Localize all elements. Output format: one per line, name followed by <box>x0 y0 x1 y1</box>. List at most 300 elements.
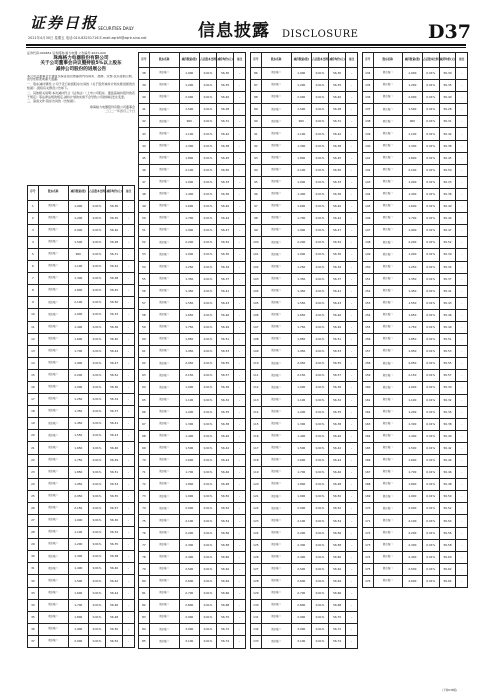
table-cell: 1,200 <box>402 80 422 92</box>
table-cell: 56.72 <box>217 624 234 636</box>
table-row <box>139 334 246 346</box>
table-cell: - <box>346 467 358 479</box>
table-row <box>28 587 135 599</box>
table-cell: 股东账户 <box>38 623 68 635</box>
table-cell: 115 <box>251 418 262 430</box>
table-cell: 股东账户 <box>261 551 291 563</box>
table-row <box>139 527 246 539</box>
table-cell: - <box>346 539 358 551</box>
table-cell: 56.51 <box>439 334 456 346</box>
table-cell: 168 <box>363 479 374 491</box>
table-cell: 1,800 <box>68 611 88 623</box>
table-cell: 0.01% <box>88 297 105 309</box>
table-row <box>363 297 468 309</box>
table-cell: - <box>123 515 135 527</box>
data-table <box>27 185 135 648</box>
table-cell: - <box>234 588 246 600</box>
table-cell: 股东账户 <box>38 575 68 587</box>
table-cell: 56.51 <box>217 334 234 346</box>
table-cell: 56.42 <box>439 442 456 454</box>
table-cell: - <box>234 612 246 624</box>
table-cell: 2,500 <box>179 563 199 575</box>
table-cell: 0.01% <box>88 406 105 418</box>
table-row <box>363 176 468 188</box>
table-cell: 56.58 <box>217 539 234 551</box>
table-cell: 股东账户 <box>373 539 402 551</box>
table-cell: 0.01% <box>422 188 439 200</box>
table-cell: 股东账户 <box>149 249 179 261</box>
table-cell: - <box>456 575 468 587</box>
table-row <box>28 527 135 539</box>
table-cell: - <box>346 527 358 539</box>
masthead-logo: 证券日报 <box>30 14 99 32</box>
table-cell: 0.01% <box>311 430 328 442</box>
table-cell: 56.58 <box>329 539 346 551</box>
table-cell: - <box>234 575 246 587</box>
table-cell: 56.47 <box>217 225 234 237</box>
table-cell: 73 <box>139 491 150 503</box>
table-cell: - <box>346 563 358 575</box>
table-cell: - <box>234 503 246 515</box>
table-cell: 股东账户 <box>373 418 402 430</box>
table-cell: 2,000 <box>179 92 199 104</box>
table-row <box>139 261 246 273</box>
table-cell: 14 <box>28 357 39 369</box>
table-cell: 0.01% <box>199 273 216 285</box>
table-cell: - <box>123 212 135 224</box>
table-cell: 56.43 <box>106 430 123 442</box>
table-cell: 176 <box>363 575 374 587</box>
table-cell: 56.33 <box>217 176 234 188</box>
table-cell: - <box>456 225 468 237</box>
table-row <box>363 346 468 358</box>
table-cell: 56.31 <box>217 116 234 128</box>
table-cell: 0.01% <box>422 249 439 261</box>
table-cell: 11 <box>28 321 39 333</box>
table-cell: 股东账户 <box>38 212 68 224</box>
table-header-cell: 占总股本比例 <box>422 53 439 68</box>
table-row <box>363 418 468 430</box>
table-cell: 1,650 <box>402 309 422 321</box>
table-cell: 0.01% <box>422 104 439 116</box>
table-cell: 股东账户 <box>149 92 179 104</box>
table-cell: 39 <box>139 80 150 92</box>
table-cell: 108 <box>251 334 262 346</box>
table-cell: 56.34 <box>439 261 456 273</box>
table-cell: 股东账户 <box>149 430 179 442</box>
table-cell: 股东账户 <box>149 128 179 140</box>
table-cell: 56.37 <box>217 273 234 285</box>
table-cell: 56.37 <box>106 406 123 418</box>
table-cell: 155 <box>363 321 374 333</box>
table-cell: 股东账户 <box>261 491 291 503</box>
table-cell: 0.01% <box>422 479 439 491</box>
table-cell: 股东账户 <box>373 575 402 587</box>
table-cell: 1,300 <box>402 140 422 152</box>
table-cell: 股东账户 <box>261 442 291 454</box>
table-cell: 0.01% <box>311 551 328 563</box>
table-row <box>363 164 468 176</box>
announcement-paragraph: 三、备查文件:股东出具的《告知函》。 <box>27 99 78 104</box>
table-row <box>363 92 468 104</box>
table-cell: 0.01% <box>199 297 216 309</box>
table-cell: 股东账户 <box>38 357 68 369</box>
table-row <box>251 164 358 176</box>
data-table <box>250 52 358 649</box>
table-cell: 股东账户 <box>261 612 291 624</box>
table-cell: 0.01% <box>88 515 105 527</box>
table-row <box>251 249 358 261</box>
table-cell: 56.49 <box>439 321 456 333</box>
table-cell: 2,200 <box>68 369 88 381</box>
table-cell: 56.30 <box>217 382 234 394</box>
table-cell: 59 <box>139 321 150 333</box>
table-cell: - <box>234 491 246 503</box>
table-cell: - <box>456 68 468 80</box>
table-cell: 股东账户 <box>149 418 179 430</box>
table-row <box>28 394 135 406</box>
table-cell: 股东账户 <box>261 563 291 575</box>
table-cell: 56.37 <box>439 273 456 285</box>
table-row <box>28 442 135 454</box>
table-cell: 3,000 <box>179 624 199 636</box>
issue-info: 2021年4月30日 星期五 电话:010-83251716 E-mail:zqrb9@zqrb.sina.net <box>28 36 147 40</box>
table-cell: - <box>346 575 358 587</box>
table-cell: 1,600 <box>291 455 311 467</box>
table-row <box>28 539 135 551</box>
table-cell: 股东账户 <box>38 381 68 393</box>
table-cell: 56.35 <box>217 80 234 92</box>
table-cell: - <box>234 188 246 200</box>
table-cell: 56.38 <box>217 418 234 430</box>
table-cell: 1,550 <box>68 430 88 442</box>
table-cell: 股东账户 <box>149 575 179 587</box>
table-cell: 股东账户 <box>373 394 402 406</box>
table-cell: - <box>456 188 468 200</box>
table-cell: 0.01% <box>199 309 216 321</box>
table-cell: 0.01% <box>422 225 439 237</box>
table-cell: - <box>456 370 468 382</box>
table-cell: 1,350 <box>402 273 422 285</box>
table-cell: 0.01% <box>199 491 216 503</box>
table-cell: 56.31 <box>106 248 123 260</box>
table-cell: 148 <box>363 237 374 249</box>
table-cell: 56.53 <box>329 346 346 358</box>
table-cell: 0.01% <box>422 406 439 418</box>
table-cell: 0.01% <box>422 551 439 563</box>
table-cell: 32 <box>28 575 39 587</box>
section-title: 信息披露 <box>198 21 270 41</box>
table-row <box>363 249 468 261</box>
table-cell: 2,500 <box>402 563 422 575</box>
table-cell: 0.01% <box>88 224 105 236</box>
table-row <box>251 430 358 442</box>
table-row <box>251 600 358 612</box>
table-cell: 2,050 <box>179 358 199 370</box>
table-cell: 1,850 <box>291 334 311 346</box>
table-cell: 40 <box>139 92 150 104</box>
table-cell: 股东账户 <box>373 467 402 479</box>
table-cell: 56.30 <box>439 68 456 80</box>
table-row <box>363 116 468 128</box>
table-cell: 股东账户 <box>373 346 402 358</box>
table-cell: - <box>456 297 468 309</box>
table-cell: 56.36 <box>439 188 456 200</box>
table-cell: 1,750 <box>402 321 422 333</box>
table-row <box>251 515 358 527</box>
table-cell: 52 <box>139 237 150 249</box>
table-cell: - <box>456 418 468 430</box>
table-cell: 1,800 <box>402 479 422 491</box>
table-cell: 0.01% <box>88 563 105 575</box>
table-cell: 股东账户 <box>38 587 68 599</box>
table-cell: 股东账户 <box>38 394 68 406</box>
table-cell: 2,100 <box>179 164 199 176</box>
table-cell: - <box>346 152 358 164</box>
table-cell: 56.48 <box>106 611 123 623</box>
table-cell: 69 <box>139 442 150 454</box>
table-cell: 0.01% <box>199 624 216 636</box>
table-cell: 股东账户 <box>149 346 179 358</box>
table-cell: 146 <box>363 213 374 225</box>
table-cell: - <box>123 430 135 442</box>
table-cell: 股东账户 <box>149 213 179 225</box>
table-cell: 0.01% <box>199 201 216 213</box>
table-row <box>363 515 468 527</box>
announcement-paragraph: 一、股东减持情况:公司于近日收到股东出具的《关于股份减持计划实施进展的告知函》,现将有关情况公告如下。 <box>27 82 135 90</box>
table-cell: 股东账户 <box>261 624 291 636</box>
table-cell: 1,950 <box>68 478 88 490</box>
table-cell: 2,000 <box>179 503 199 515</box>
table-cell: - <box>456 334 468 346</box>
table-row <box>251 575 358 587</box>
table-row <box>251 551 358 563</box>
table-cell: 0.01% <box>88 539 105 551</box>
table-cell: 股东账户 <box>373 430 402 442</box>
table-cell: - <box>346 346 358 358</box>
table-cell: 1,200 <box>68 539 88 551</box>
table-cell: 1,700 <box>402 467 422 479</box>
table-cell: 1,400 <box>402 188 422 200</box>
table-cell: - <box>234 213 246 225</box>
table-header-row <box>251 53 358 68</box>
table-cell: 118 <box>251 455 262 467</box>
table-cell: 0.01% <box>88 575 105 587</box>
table-cell: 5 <box>28 248 39 260</box>
table-cell: 124 <box>251 527 262 539</box>
table-cell: 56.30 <box>439 382 456 394</box>
table-cell: 股东账户 <box>261 68 291 80</box>
table-cell: 56.45 <box>439 152 456 164</box>
table-row <box>139 575 246 587</box>
table-cell: 1,400 <box>68 321 88 333</box>
table-row <box>363 455 468 467</box>
table-cell: 0.01% <box>422 201 439 213</box>
table-cell: 56.35 <box>439 80 456 92</box>
table-cell: 股东账户 <box>38 345 68 357</box>
table-cell: 56.68 <box>217 600 234 612</box>
table-cell: 17 <box>28 394 39 406</box>
table-cell: 2,050 <box>68 490 88 502</box>
table-cell: 56.34 <box>217 261 234 273</box>
table-row <box>251 334 358 346</box>
table-cell: 45 <box>139 152 150 164</box>
table-cell: 159 <box>363 370 374 382</box>
table-cell: 15 <box>28 369 39 381</box>
table-cell: 0.01% <box>199 418 216 430</box>
table-cell: 62 <box>139 358 150 370</box>
table-cell: 股东账户 <box>149 176 179 188</box>
table-row <box>139 563 246 575</box>
table-cell: 股东账户 <box>261 430 291 442</box>
table-row <box>139 273 246 285</box>
table-cell: 1,850 <box>68 466 88 478</box>
table-cell: 56.31 <box>329 116 346 128</box>
table-cell: - <box>234 80 246 92</box>
table-cell: 85 <box>139 636 150 648</box>
table-cell: 56.36 <box>106 321 123 333</box>
table-cell: 56.70 <box>217 612 234 624</box>
table-cell: 股东账户 <box>261 273 291 285</box>
table-cell: 56.44 <box>439 455 456 467</box>
table-cell: 56.64 <box>329 575 346 587</box>
table-cell: 0.01% <box>88 309 105 321</box>
table-cell: 0.01% <box>422 527 439 539</box>
table-row <box>363 213 468 225</box>
table-cell: 0.01% <box>199 539 216 551</box>
table-cell: - <box>456 358 468 370</box>
table-row <box>139 467 246 479</box>
table-cell: - <box>123 454 135 466</box>
table-cell: 0.01% <box>422 237 439 249</box>
table-row <box>363 479 468 491</box>
table-cell: 49 <box>139 201 150 213</box>
table-row <box>139 237 246 249</box>
table-cell: 132 <box>251 624 262 636</box>
table-cell: - <box>346 213 358 225</box>
table-row <box>363 152 468 164</box>
table-row <box>139 600 246 612</box>
table-cell: 56.32 <box>439 394 456 406</box>
table-cell: - <box>123 285 135 297</box>
table-cell: 56.44 <box>106 345 123 357</box>
table-cell: 56.48 <box>217 479 234 491</box>
table-cell: 56.43 <box>439 297 456 309</box>
table-cell: - <box>123 394 135 406</box>
table-cell: 1,000 <box>291 382 311 394</box>
table-cell: - <box>234 237 246 249</box>
table-cell: 股东账户 <box>261 358 291 370</box>
table-cell: 2,800 <box>179 600 199 612</box>
table-cell: 79 <box>139 563 150 575</box>
table-cell: 0.01% <box>88 369 105 381</box>
table-cell: 股东账户 <box>38 478 68 490</box>
table-cell: 131 <box>251 612 262 624</box>
table-cell: 104 <box>251 285 262 297</box>
table-row <box>139 152 246 164</box>
table-cell: 2,000 <box>68 224 88 236</box>
table-cell: 48 <box>139 188 150 200</box>
table-row <box>28 224 135 236</box>
table-cell: 2,000 <box>402 503 422 515</box>
table-row <box>139 80 246 92</box>
table-cell: 95 <box>251 176 262 188</box>
table-cell: 2 <box>28 212 39 224</box>
data-table <box>138 52 246 649</box>
table-cell: - <box>234 430 246 442</box>
table-cell: 1,900 <box>68 623 88 635</box>
table-cell: 0.01% <box>311 176 328 188</box>
table-cell: - <box>123 297 135 309</box>
table-cell: 股东账户 <box>261 636 291 648</box>
table-cell: 1,800 <box>291 479 311 491</box>
table-cell: 94 <box>251 164 262 176</box>
table-cell: - <box>234 551 246 563</box>
column-2 <box>138 52 246 649</box>
table-cell: 0.01% <box>422 382 439 394</box>
table-cell: 0.01% <box>311 515 328 527</box>
table-cell: 股东账户 <box>149 588 179 600</box>
table-cell: 1,200 <box>68 212 88 224</box>
table-header-row <box>139 53 246 68</box>
table-cell: 109 <box>251 346 262 358</box>
table-cell: 股东账户 <box>261 309 291 321</box>
table-cell: 1,700 <box>68 599 88 611</box>
table-cell: 0.01% <box>422 442 439 454</box>
table-cell: 30 <box>28 551 39 563</box>
announcement-title <box>27 56 135 73</box>
table-row <box>28 515 135 527</box>
table-cell: 56.62 <box>217 563 234 575</box>
table-cell: 2,300 <box>179 539 199 551</box>
table-row <box>28 369 135 381</box>
table-cell: 0.01% <box>422 539 439 551</box>
table-cell: 56.57 <box>106 502 123 514</box>
table-row <box>28 466 135 478</box>
table-cell: - <box>234 321 246 333</box>
table-cell: 2,300 <box>402 539 422 551</box>
table-row <box>28 248 135 260</box>
table-row <box>139 140 246 152</box>
table-cell: 2,100 <box>291 164 311 176</box>
table-cell: - <box>346 455 358 467</box>
table-cell: 0.01% <box>199 237 216 249</box>
table-cell: 0.01% <box>199 176 216 188</box>
table-cell: 107 <box>251 321 262 333</box>
table-cell: 0.01% <box>199 152 216 164</box>
table-cell: - <box>346 201 358 213</box>
table-cell: - <box>123 563 135 575</box>
table-cell: 1,100 <box>68 527 88 539</box>
table-cell: 1,000 <box>179 176 199 188</box>
table-cell: - <box>123 478 135 490</box>
table-cell: 1,300 <box>68 273 88 285</box>
table-cell: 0.01% <box>199 382 216 394</box>
table-cell: 56.45 <box>329 152 346 164</box>
table-cell: 0.01% <box>311 479 328 491</box>
table-cell: 27 <box>28 515 39 527</box>
table-cell: 股东账户 <box>149 394 179 406</box>
table-row <box>251 128 358 140</box>
table-cell: 0.01% <box>311 80 328 92</box>
table-cell: 153 <box>363 297 374 309</box>
table-cell: 0.01% <box>88 381 105 393</box>
table-cell: 2,200 <box>402 527 422 539</box>
table-cell: 56.44 <box>439 213 456 225</box>
table-cell: 56.47 <box>106 357 123 369</box>
table-cell: 股东账户 <box>149 152 179 164</box>
table-row <box>28 454 135 466</box>
